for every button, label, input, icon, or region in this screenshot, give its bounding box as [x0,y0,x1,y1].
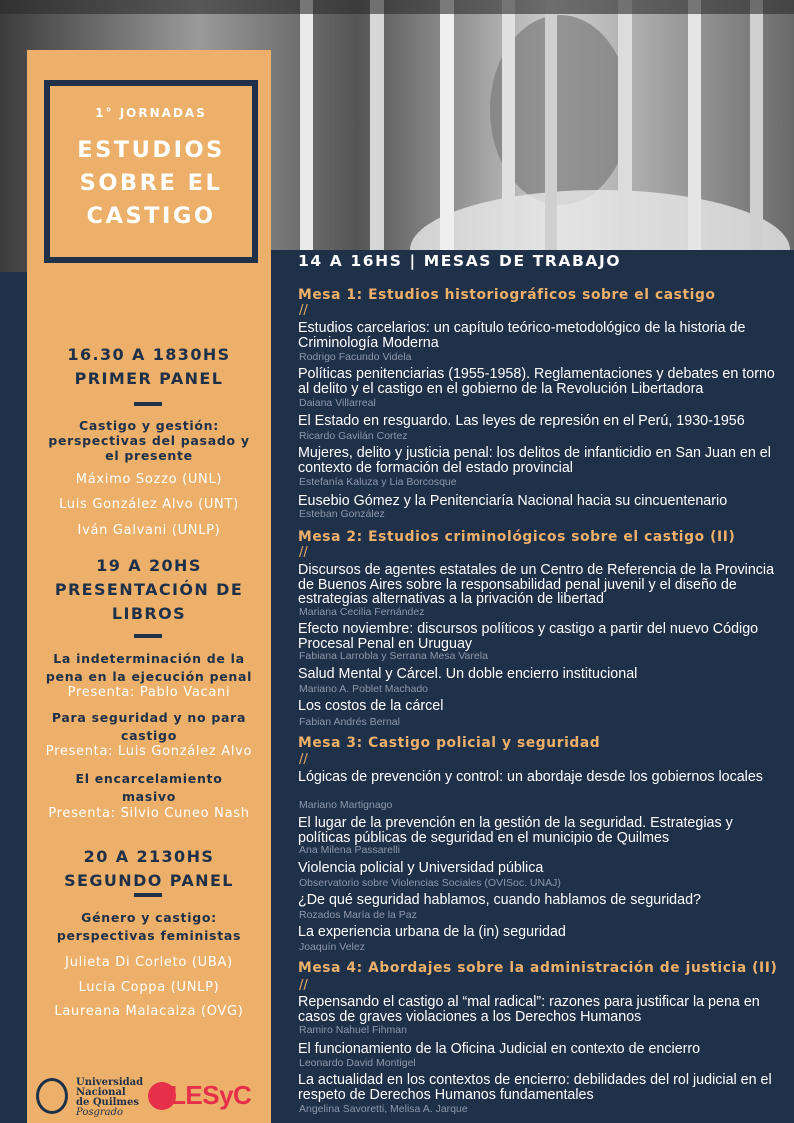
books-name-line: PRESENTACIÓN DE [54,580,244,599]
talk-author: Rozados María de la Paz [299,909,417,921]
book-presenter: Presenta: Luis González Alvo [45,744,253,759]
talk-title: Mujeres, delito y justicia penal: los delitos de infanticidio en San Juan en el contexto de formación del estado provincial [298,445,771,476]
event-title-line: ESTUDIOS [77,137,225,163]
book-title-line: Para seguridad y no para [51,710,247,725]
divider [134,893,162,897]
talk-author: Ramiro Nahuel Fihman [299,1024,407,1036]
book-title [30,650,268,686]
panel1-topic-line: el presente [105,448,193,463]
talk-title: La actualidad en los contextos de encierro: debilidades del rol judicial en el respeto de Derechos Humanos fundamentales [298,1072,772,1103]
mesa-separator: // [299,752,308,767]
books-name-line: LIBROS [111,604,187,623]
mesa-title: Mesa 4: Abordajes sobre la administración de justicia (II) [298,960,778,976]
talk-author: Ana Milena Passarelli [299,844,400,856]
talk-author: Esteban González [299,508,385,520]
panel2-topic-line: Género y castigo: [81,910,217,925]
panel1-topic-line: Castigo y gestión: [79,418,219,433]
divider [134,634,162,638]
panel1-topic-line: perspectivas del pasado y [48,433,250,448]
book-presenter: Presenta: Pablo Vacani [67,685,231,700]
mesa-separator: // [299,303,308,318]
talk-title: El lugar de la prevención en la gestión de la seguridad. Estrategias y políticas públicas de seguridad en el municipio de Quilmes [298,815,733,846]
panel2-header [30,845,268,893]
mesa-title: Mesa 3: Castigo policial y seguridad [298,735,601,751]
panel1-speaker: Luis González Alvo (UNT) [59,497,239,512]
talk-title: Estudios carcelarios: un capítulo teórico-metodológico de la historia de Criminología Moderna [298,320,746,351]
talk-author: Mariana Cecilia Fernández [299,606,425,618]
panel2-name: SEGUNDO PANEL [64,871,234,890]
talk-title: Discursos de agentes estatales de un Centro de Referencia de la Provincia de Buenos Aires sobre la responsabilidad penal juvenil y el diseño de estrategias alternativas a la privación de libertad [298,562,775,607]
panel2-speaker: Julieta Di Corleto (UBA) [65,955,233,970]
books-header [30,554,268,626]
book-title-line: El encarcelamiento [75,771,223,786]
talk-author: Mariano A. Poblet Machado [299,683,428,695]
talk-title: El Estado en resguardo. Las leyes de represión en el Perú, 1930-1956 [298,413,745,429]
talk-title: Eusebio Gómez y la Penitenciaría Nacional hacia su cincuentenario [298,493,728,509]
talk-title: Políticas penitenciarias (1955-1958). Reglamentaciones y debates en torno al delito y el castigo en el gobierno de la Revolución Libertadora [298,366,775,397]
talk-title: Repensando el castigo al “mal radical”: razones para justificar la pena en casos de graves violaciones a los Derechos Humanos [298,994,760,1025]
talk-author: Rodrigo Facundo Videla [299,351,412,363]
lesyc-logo-text: LESyC [170,1080,252,1110]
book-title [30,770,268,806]
talk-author: Fabiana Larrobla y Serrana Mesa Varela [299,650,488,662]
panel2-speaker: Lucia Coppa (UNLP) [78,980,220,995]
event-title [50,134,252,233]
panel1-speaker: Máximo Sozzo (UNL) [75,472,223,487]
talk-author: Ricardo Gavilán Cortez [299,430,408,442]
mesa-separator: // [299,978,308,993]
mesa-title: Mesa 1: Estudios historiográficos sobre el castigo [298,287,716,303]
books-time: 19 A 20HS [96,556,202,575]
divider [134,402,162,406]
talk-author: Leonardo David Montigel [299,1057,416,1069]
talk-author: Fabian Andrés Bernal [299,716,400,728]
unq-logo-text [76,1078,143,1118]
panel1-speaker: Iván Galvani (UNLP) [77,523,221,538]
talk-title: Violencia policial y Universidad pública [298,860,544,876]
unq-logo [36,1076,146,1120]
unq-logo-line: de Quilmes [76,1097,139,1108]
unq-logo-line: Nacional [76,1087,126,1098]
event-title-line: CASTIGO [86,203,216,229]
book-title [30,709,268,745]
panel2-speaker: Laureana Malacalza (OVG) [54,1004,244,1019]
panel1-header [30,343,268,391]
book-title-line: La indeterminación de la [53,651,245,666]
event-edition: 1° JORNADAS [95,106,207,120]
panel1-topic [30,418,268,463]
talk-author: Daiana Villarreal [299,397,376,409]
book-title-line: pena en la ejecución penal [45,669,253,684]
unq-logo-line: Universidad [76,1077,144,1088]
talk-title: El funcionamiento de la Oficina Judicial en contexto de encierro [298,1041,701,1057]
talk-title: Lógicas de prevención y control: un abordaje desde los gobiernos locales [298,769,763,785]
panel2-time: 20 A 2130HS [83,847,215,866]
unq-seal-icon [36,1078,68,1114]
book-presenter: Presenta: Silvio Cuneo Nash [48,806,250,821]
talk-title: Los costos de la cárcel [298,698,444,714]
panel1-name: PRIMER PANEL [74,369,224,388]
talk-author: Angelina Savoretti, Melisa A. Jarque [299,1103,468,1115]
talk-author: Mariano Martignago [299,799,393,811]
unq-logo-sub: Posgrado [76,1107,124,1118]
talk-title: ¿De qué seguridad hablamos, cuando hablamos de seguridad? [298,892,701,908]
talk-author: Estefanía Kaluza y Lia Borcosque [299,476,457,488]
talk-title: La experiencia urbana de la (in) seguridad [298,924,566,940]
talk-author: Observatorio sobre Violencias Sociales (OVISoc. UNAJ) [299,877,561,889]
book-title-line: masivo [121,789,177,804]
talk-title: Salud Mental y Cárcel. Un doble encierro institucional [298,666,638,682]
event-title-line: SOBRE EL [79,170,223,196]
talk-author: Joaquín Velez [299,941,365,953]
talk-title: Efecto noviembre: discursos políticos y castigo a partir del nuevo Código Procesal Penal en Uruguay [298,621,759,652]
mesa-separator: // [299,545,308,560]
mesa-title: Mesa 2: Estudios criminológicos sobre el castigo (II) [298,529,736,545]
book-title-line: castigo [121,728,177,743]
panel2-topic [30,909,268,945]
schedule-heading: 14 A 16HS | MESAS DE TRABAJO [298,252,622,270]
panel1-time: 16.30 A 1830HS [67,345,231,364]
panel2-topic-line: perspectivas feministas [56,928,242,943]
